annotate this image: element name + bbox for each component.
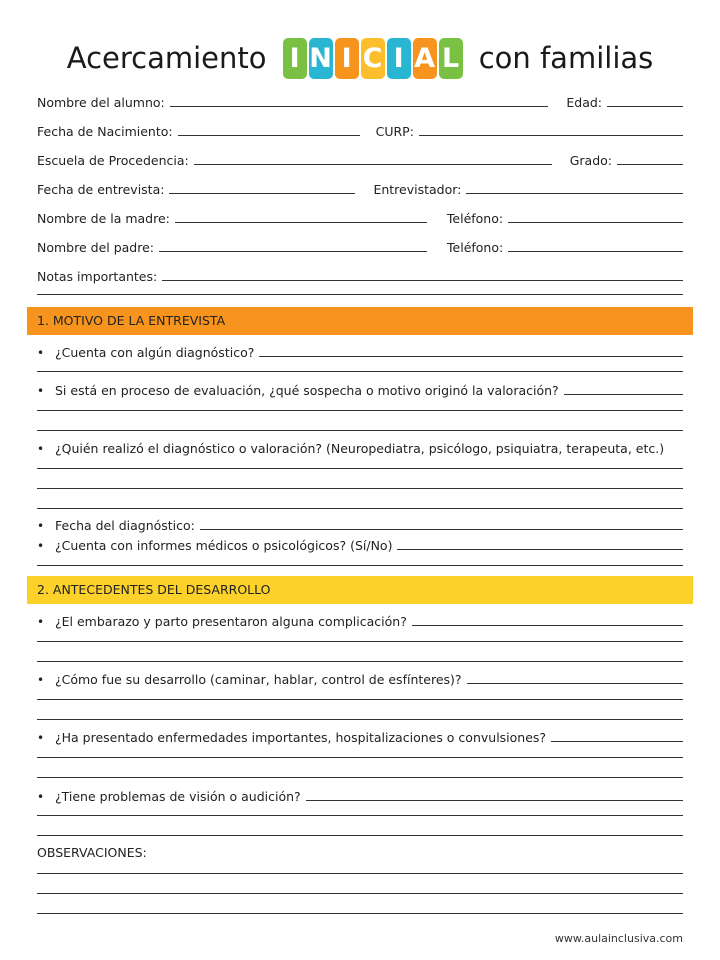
answer-line[interactable] [37, 371, 683, 372]
input-nombre-padre[interactable] [159, 251, 427, 252]
section-heading-motivo: 1. MOTIVO DE LA ENTREVISTA [27, 307, 693, 335]
observaciones-line[interactable] [37, 893, 683, 894]
input-telefono-madre[interactable] [508, 222, 683, 223]
label-fecha-entrevista: Fecha de entrevista: [37, 182, 165, 197]
question-diagnostico [37, 340, 683, 360]
answer-line[interactable] [37, 488, 683, 489]
row-escuela [37, 148, 683, 168]
title-highlight [282, 38, 464, 79]
answer-line[interactable] [37, 815, 683, 816]
observaciones-row [37, 840, 683, 860]
input-notas[interactable] [162, 280, 683, 281]
label-nombre-madre: Nombre de la madre: [37, 211, 170, 226]
question-enfermedades [37, 725, 683, 745]
bullet: • [37, 790, 45, 804]
title-word-before: Acercamiento [66, 41, 267, 75]
answer-line[interactable] [551, 741, 683, 742]
answer-line[interactable] [259, 356, 683, 357]
question-label: ¿Cómo fue su desarrollo (caminar, hablar, control de esfínteres)? [55, 672, 462, 687]
question-fecha-diagnostico [37, 513, 683, 533]
answer-line[interactable] [37, 508, 683, 509]
answer-line[interactable] [37, 641, 683, 642]
input-curp[interactable] [419, 135, 683, 136]
label-nombre-padre: Nombre del padre: [37, 240, 155, 255]
bullet: • [37, 519, 45, 533]
question-label: ¿Ha presentado enfermedades importantes, hospitalizaciones o convulsiones? [55, 730, 547, 745]
label-edad: Edad: [566, 95, 602, 110]
title-letter-tile: L [439, 38, 463, 79]
answer-line[interactable] [37, 565, 683, 566]
answer-line[interactable] [37, 661, 683, 662]
row-notas [37, 264, 683, 284]
bullet: • [37, 384, 45, 398]
row-alumno [37, 90, 683, 110]
input-escuela[interactable] [194, 164, 552, 165]
question-label: Si está en proceso de evaluación, ¿qué sospecha o motivo originó la valoración? [55, 383, 559, 398]
title-letter-tile: I [387, 38, 411, 79]
label-escuela: Escuela de Procedencia: [37, 153, 189, 168]
question-label: ¿El embarazo y parto presentaron alguna complicación? [55, 614, 407, 629]
input-nombre-madre[interactable] [175, 222, 427, 223]
label-telefono-padre: Teléfono: [447, 240, 504, 255]
label-telefono-madre: Teléfono: [446, 211, 504, 226]
question-vision [37, 784, 683, 804]
input-grado[interactable] [617, 164, 683, 165]
question-label: Fecha del diagnóstico: [55, 518, 195, 533]
section-heading-antecedentes: 2. ANTECEDENTES DEL DESARROLLO [27, 576, 693, 604]
row-madre [37, 206, 683, 226]
bullet: • [37, 673, 45, 687]
row-nacimiento [37, 119, 683, 139]
bullet: • [37, 615, 45, 629]
input-edad[interactable] [607, 106, 683, 107]
input-telefono-padre[interactable] [508, 251, 683, 252]
question-label: ¿Cuenta con informes médicos o psicológicos? (Sí/No) [55, 538, 393, 553]
observaciones-line[interactable] [37, 913, 683, 914]
page-title [0, 30, 720, 86]
label-grado: Grado: [569, 153, 612, 168]
question-label: ¿Tiene problemas de visión o audición? [55, 789, 301, 804]
answer-line[interactable] [37, 699, 683, 700]
row-padre [37, 235, 683, 255]
input-nombre-alumno[interactable] [170, 106, 549, 107]
input-fecha-entrevista[interactable] [169, 193, 355, 194]
row-entrevista [37, 177, 683, 197]
answer-line[interactable] [37, 468, 683, 469]
title-letter-tile: A [413, 38, 437, 79]
bullet: • [37, 442, 45, 456]
title-letter-tile: I [335, 38, 359, 79]
answer-line[interactable] [397, 549, 683, 550]
question-label: ¿Cuenta con algún diagnóstico? [55, 345, 255, 360]
answer-line[interactable] [37, 757, 683, 758]
question-embarazo [37, 609, 683, 629]
question-label: ¿Quién realizó el diagnóstico o valoración? (Neuropediatra, psicólogo, psiquiatra, terapeuta, etc.) [55, 441, 665, 456]
answer-line[interactable] [37, 835, 683, 836]
answer-line[interactable] [412, 625, 683, 626]
question-desarrollo [37, 667, 683, 687]
label-notas: Notas importantes: [37, 269, 158, 284]
answer-line[interactable] [467, 683, 683, 684]
title-letter-tile: I [283, 38, 307, 79]
question-evaluacion [37, 378, 683, 398]
answer-line[interactable] [564, 394, 683, 395]
bullet: • [37, 346, 45, 360]
label-entrevistador: Entrevistador: [373, 182, 462, 197]
label-nombre-alumno: Nombre del alumno: [37, 95, 165, 110]
label-observaciones: OBSERVACIONES: [37, 845, 147, 860]
question-quien-diagnostico [37, 436, 683, 456]
title-letter-tile: C [361, 38, 385, 79]
footer-website: www.aulainclusiva.com [554, 932, 683, 945]
input-entrevistador[interactable] [466, 193, 683, 194]
answer-line[interactable] [200, 529, 683, 530]
question-informes [37, 533, 683, 553]
answer-line[interactable] [37, 719, 683, 720]
label-curp: CURP: [375, 124, 414, 139]
answer-line[interactable] [37, 777, 683, 778]
answer-line[interactable] [306, 800, 683, 801]
bullet: • [37, 539, 45, 553]
title-letter-tile: N [309, 38, 333, 79]
answer-line[interactable] [37, 430, 683, 431]
observaciones-line[interactable] [37, 873, 683, 874]
label-fecha-nacimiento: Fecha de Nacimiento: [37, 124, 173, 139]
input-fecha-nacimiento[interactable] [178, 135, 360, 136]
notas-extra-line[interactable] [37, 294, 683, 295]
bullet: • [37, 731, 45, 745]
answer-line[interactable] [37, 410, 683, 411]
title-word-after: con familias [478, 41, 654, 75]
